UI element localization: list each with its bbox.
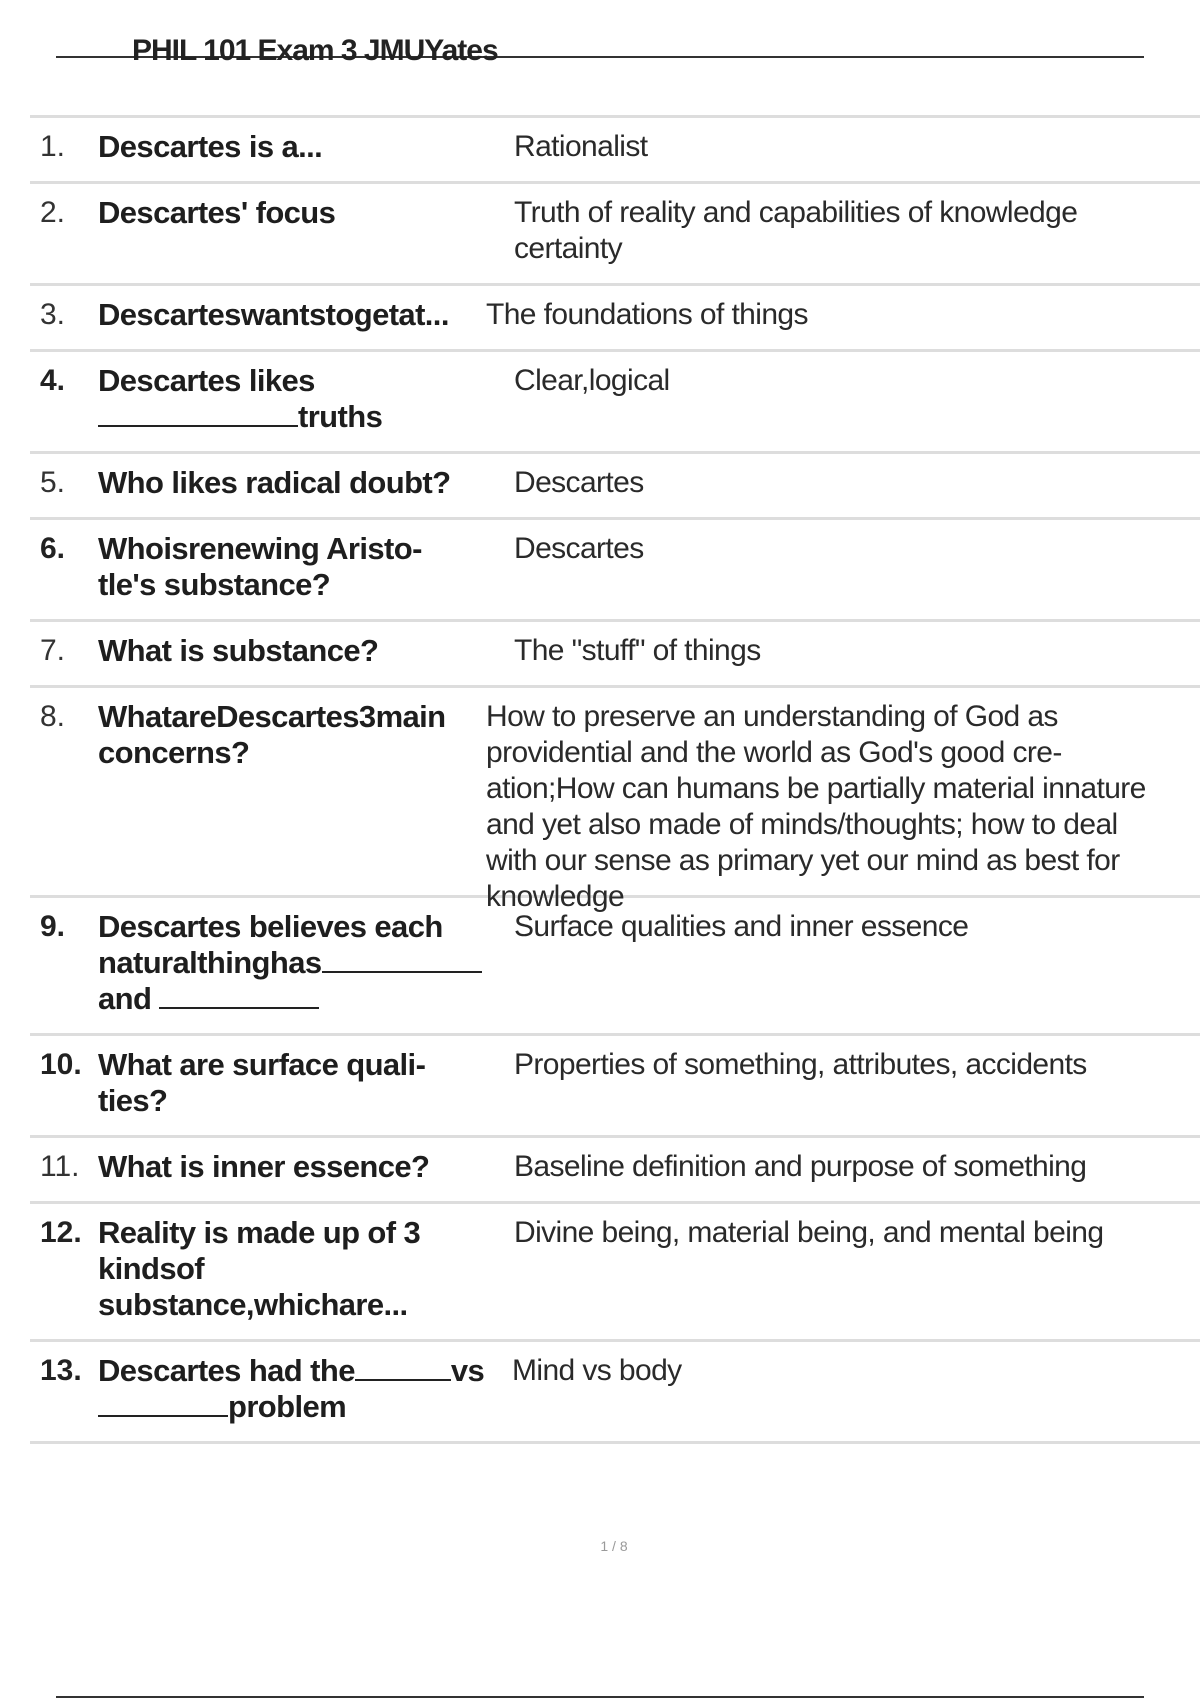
card-number: 12. (40, 1216, 82, 1249)
flashcard-row (30, 286, 1200, 352)
card-number: 5. (40, 466, 66, 499)
card-term: What are surface quali-ties? (98, 1047, 426, 1118)
card-definition: Descartes (514, 532, 644, 565)
card-definition: Truth of reality and capabilities of knowledge certainty (514, 196, 1078, 265)
footer-rule (56, 1696, 1144, 1698)
card-term: Who likes radical doubt? (98, 465, 451, 500)
card-definition: How to preserve an understanding of God as providential and the world as God's good cre-ation;How can humans be partially material innature and yet also made of minds/thoughts; how to deal with our sense as primary yet our mind as best for knowledge (486, 700, 1146, 913)
card-number: 9. (40, 910, 66, 943)
flashcard-row (30, 454, 1200, 520)
card-term: WhatareDescartes3main concerns? (98, 699, 446, 770)
card-definition: Descartes (514, 466, 644, 499)
card-number: 6. (40, 532, 66, 565)
fill-in-blank (159, 981, 319, 1009)
card-term-text: Descartes likes (98, 363, 315, 398)
fill-in-blank (322, 945, 482, 973)
document-title: PHIL 101 Exam 3 JMUYates (132, 34, 498, 67)
card-definition: Properties of something, attributes, accidents (514, 1048, 1087, 1081)
flashcard-row (30, 688, 1200, 913)
card-definition: Baseline definition and purpose of something (514, 1150, 1087, 1183)
card-number: 1. (40, 130, 66, 163)
card-term: Descarteswantstogetat... (98, 297, 449, 332)
card-term (98, 1353, 508, 1425)
flashcard-row (30, 184, 1200, 286)
flashcard-row (30, 352, 1200, 454)
flashcard-row (30, 118, 1200, 184)
flashcard-row (30, 1342, 1200, 1444)
card-number: 7. (40, 634, 66, 667)
card-number: 8. (40, 700, 66, 733)
card-term (98, 909, 518, 1017)
card-term-text: Descartes had the (98, 1353, 355, 1388)
card-number: 3. (40, 298, 66, 331)
flashcard-row (30, 520, 1200, 622)
card-number: 10. (40, 1048, 82, 1081)
card-definition: Divine being, material being, and mental being (514, 1216, 1104, 1249)
card-term (98, 363, 498, 435)
flashcard-row (30, 622, 1200, 688)
flashcard-row (30, 1036, 1200, 1138)
flashcard-row (30, 1204, 1200, 1342)
card-term-text: Descartes believes each naturalthinghas (98, 909, 443, 980)
card-term-text: problem (228, 1389, 347, 1424)
card-number: 13. (40, 1354, 82, 1387)
card-definition: Surface qualities and inner essence (514, 910, 969, 943)
card-term: Whoisrenewing Aristo-tle's substance? (98, 531, 422, 602)
card-term-text: vs (450, 1353, 485, 1388)
card-number: 4. (40, 364, 66, 397)
card-definition: Rationalist (514, 130, 648, 163)
page-number: 1 / 8 (600, 1538, 628, 1554)
card-definition: Mind vs body (512, 1354, 682, 1387)
fill-in-blank (355, 1353, 451, 1381)
card-term-text: truths (298, 399, 383, 434)
card-term: Descartes' focus (98, 195, 336, 230)
fill-in-blank (98, 399, 298, 427)
card-definition: The "stuff" of things (514, 634, 761, 667)
flashcard-list (30, 115, 1200, 1444)
card-number: 11. (40, 1150, 80, 1183)
card-definition: The foundations of things (486, 298, 808, 331)
flashcard-row (30, 1138, 1200, 1204)
fill-in-blank (98, 1389, 228, 1417)
page-header (56, 34, 1144, 66)
card-definition: Clear,logical (514, 364, 670, 397)
card-term: Reality is made up of 3 kindsof substance,whichare... (98, 1215, 421, 1322)
card-term: What is substance? (98, 633, 379, 668)
flashcard-row (30, 898, 1200, 1036)
card-term-text: and (98, 981, 152, 1016)
card-term: What is inner essence? (98, 1149, 430, 1184)
card-term: Descartes is a... (98, 129, 323, 164)
card-number: 2. (40, 196, 66, 229)
